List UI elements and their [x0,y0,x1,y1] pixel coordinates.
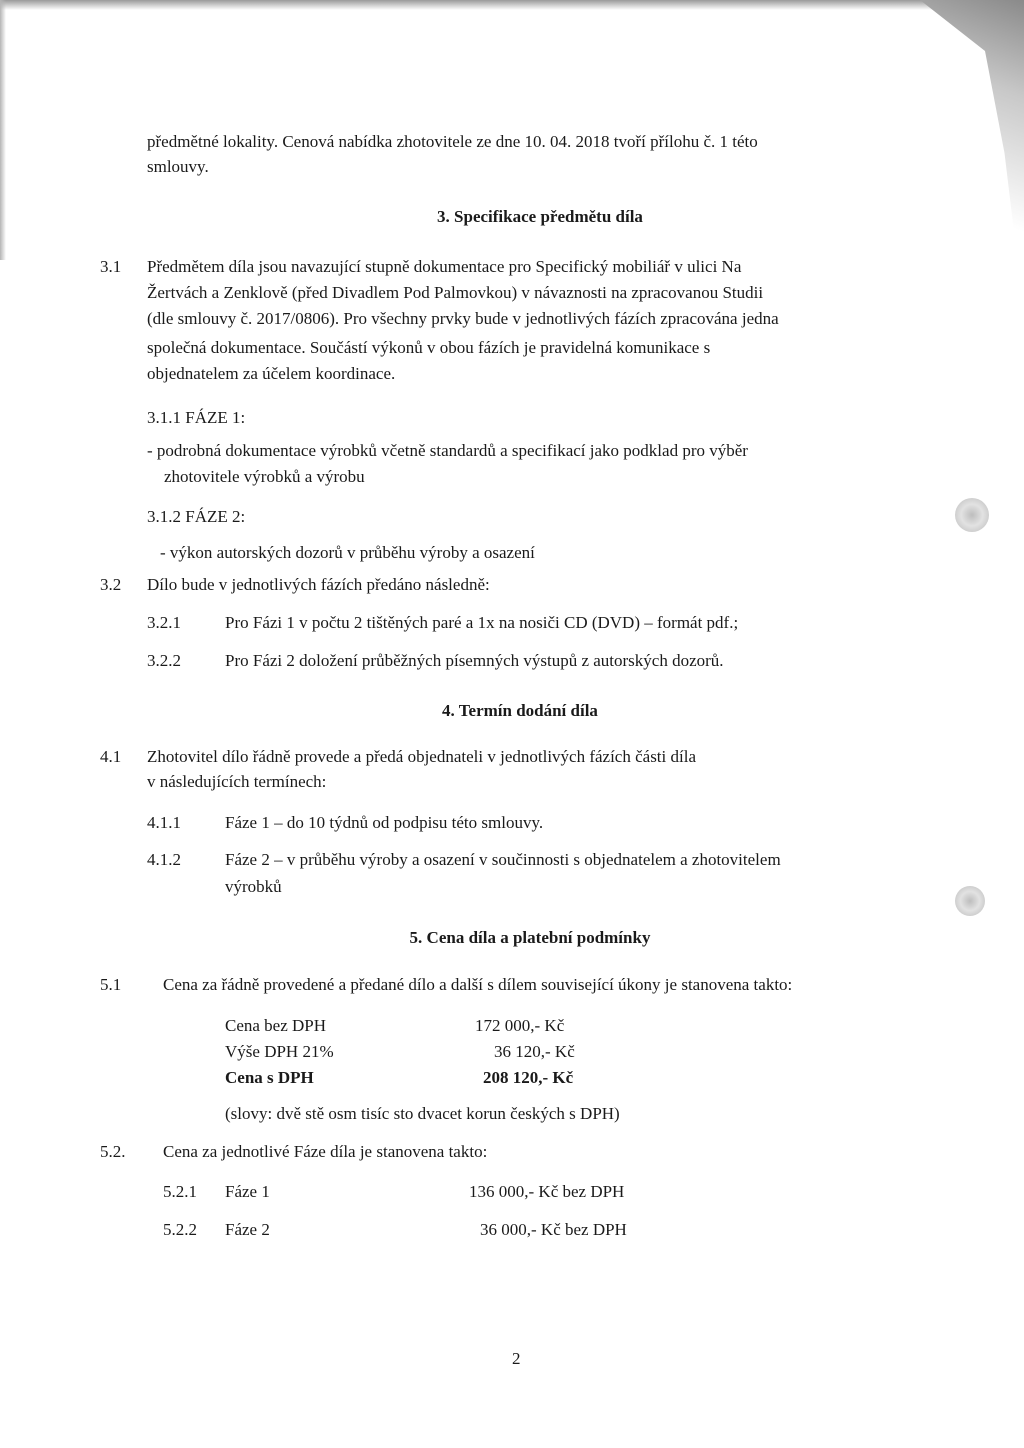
page-number: 2 [512,1349,521,1368]
para-4-1-2-line: Fáze 2 – v průběhu výroby a osazení v součinnosti s objednatelem a zhotovitelem [225,850,781,869]
para-4-1-2-line: výrobků [225,877,282,896]
intro-line-1: předmětné lokality. Cenová nabídka zhotovitele ze dne 10. 04. 2018 tvoří přílohu č. 1 této [147,132,758,151]
para-3-2-2-number: 3.2.2 [147,651,181,670]
phase-price-label: Fáze 1 [225,1182,270,1201]
section-3-title: 3. Specifikace předmětu díla [437,207,643,226]
para-3-1-line: (dle smlouvy č. 2017/0806). Pro všechny prvky bude v jednotlivých fázích zpracována jedna [147,309,779,328]
para-5-2-text: Cena za jednotlivé Fáze díla je stanovena takto: [163,1142,488,1161]
para-3-1-line: Žertvách a Zenklově (před Divadlem Pod Palmovkou) v návaznosti na zpracovanou Studii [147,283,764,302]
faze-2-line: - výkon autorských dozorů v průběhu výroby a osazení [160,543,535,562]
faze-1-heading: 3.1.1 FÁZE 1: [147,408,246,427]
para-4-1-1-number: 4.1.1 [147,813,181,832]
scan-edge-left [0,0,6,260]
phase-price-number: 5.2.1 [163,1182,197,1201]
para-3-1-line: objednatelem za účelem koordinace. [147,364,396,383]
para-3-2-2-text: Pro Fázi 2 doložení průběžných písemných výstupů z autorských dozorů. [225,651,724,670]
phase-price-number: 5.2.2 [163,1220,197,1239]
price-in-words: (slovy: dvě stě osm tisíc sto dvacet korun českých s DPH) [225,1104,620,1123]
para-3-1-number: 3.1 [100,257,122,276]
para-3-1-line: Předmětem díla jsou navazující stupně dokumentace pro Specifický mobiliář v ulici Na [147,257,742,276]
faze-1-line: - podrobná dokumentace výrobků včetně standardů a specifikací jako podklad pro výběr [147,441,748,460]
intro-line-2: smlouvy. [147,157,209,176]
para-4-1-line: Zhotovitel dílo řádně provede a předá objednateli v jednotlivých fázích části díla [147,747,696,766]
para-5-1-text: Cena za řádně provedené a předané dílo a další s dílem související úkony je stanovena takto: [163,975,793,994]
faze-2-heading: 3.1.2 FÁZE 2: [147,507,246,526]
punch-hole-lower [955,886,985,916]
para-4-1-line: v následujících termínech: [147,772,327,791]
para-4-1-2-number: 4.1.2 [147,850,181,869]
para-5-1-number: 5.1 [100,975,122,994]
punch-hole-upper [955,498,989,532]
phase-price-value: 136 000,- Kč bez DPH [469,1182,625,1201]
section-4-title: 4. Termín dodání díla [442,701,598,720]
para-3-2-1-text: Pro Fázi 1 v počtu 2 tištěných paré a 1x na nosiči CD (DVD) – formát pdf.; [225,613,739,632]
faze-1-line: zhotovitele výrobků a výrobu [164,467,365,486]
para-5-2-number: 5.2. [100,1142,126,1161]
price-label-total: Cena s DPH [225,1068,314,1087]
price-value: 36 120,- Kč [494,1042,575,1061]
price-value: 172 000,- Kč [475,1016,565,1035]
price-value-total: 208 120,- Kč [483,1068,574,1087]
phase-price-label: Fáze 2 [225,1220,270,1239]
para-3-2-number: 3.2 [100,575,122,594]
price-label: Výše DPH 21% [225,1042,334,1061]
para-3-1-line: společná dokumentace. Součástí výkonů v obou fázích je pravidelná komunikace s [147,338,711,357]
phase-price-value: 36 000,- Kč bez DPH [480,1220,627,1239]
para-3-2-1-number: 3.2.1 [147,613,181,632]
para-4-1-1-text: Fáze 1 – do 10 týdnů od podpisu této smlouvy. [225,813,544,832]
price-label: Cena bez DPH [225,1016,327,1035]
section-5-title: 5. Cena díla a platební podmínky [409,928,651,947]
para-3-2-text: Dílo bude v jednotlivých fázích předáno následně: [147,575,490,594]
scan-edge-top [0,0,1024,10]
scan-fold-corner [894,0,1024,340]
para-4-1-number: 4.1 [100,747,122,766]
